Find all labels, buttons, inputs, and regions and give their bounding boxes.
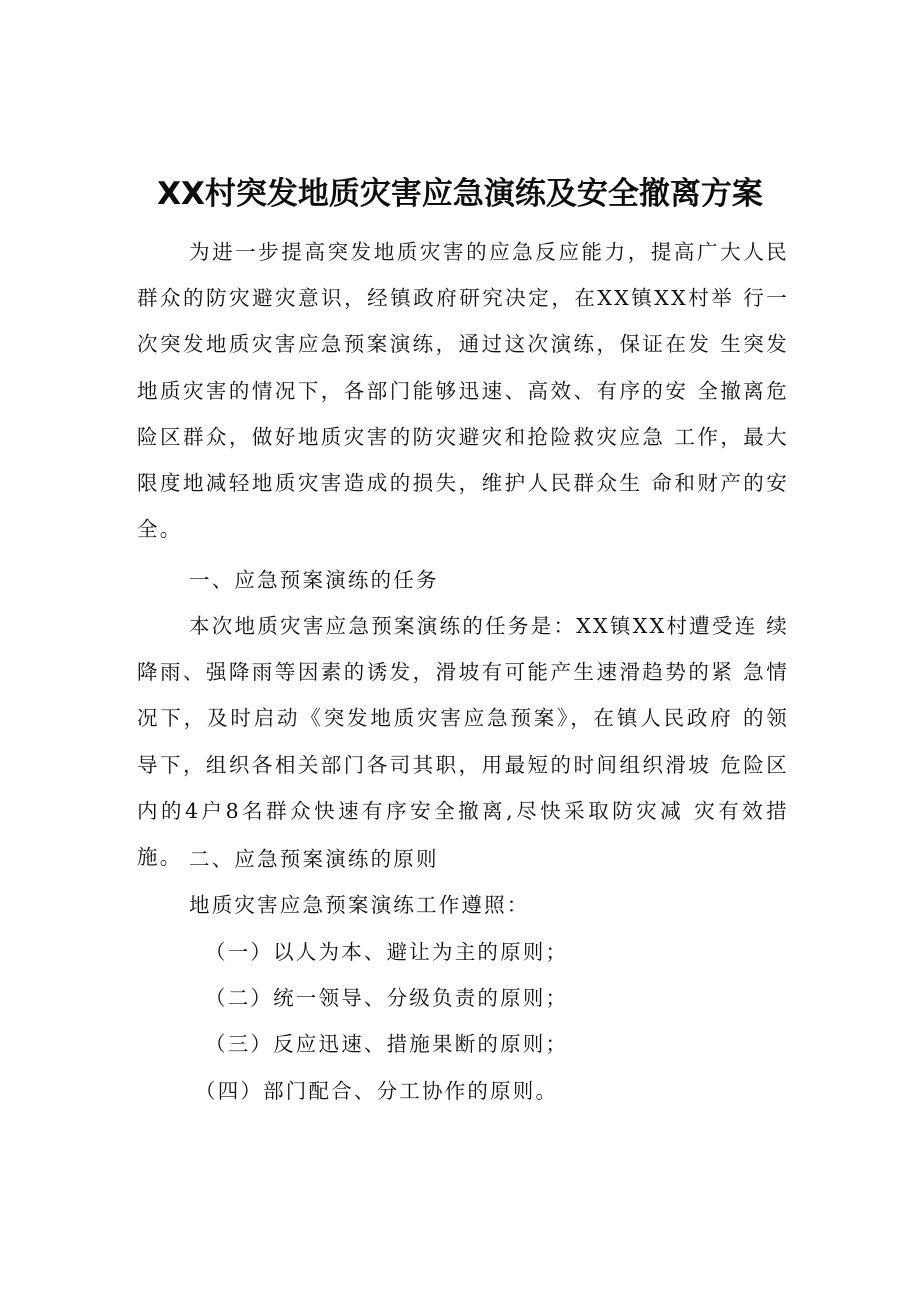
section-2-heading: 二、应急预案演练的原则 — [189, 847, 439, 871]
principle-item: （三）反应迅速、措施果断的原则； — [205, 1032, 569, 1056]
principle-item: （一）以人为本、避让为主的原则； — [205, 940, 569, 964]
document-title: XX村突发地质灾害应急演练及安全撤离方案 — [157, 176, 763, 212]
principle-item: （四）部门配合、分工协作的原则。 — [195, 1079, 559, 1103]
principle-item: （二）统一领导、分级负责的原则； — [205, 986, 569, 1010]
section-1-paragraph: 本次地质灾害应急预案演练的任务是：XX镇XX村遭受连 续降雨、强降雨等因素的诱发，滑坡有可能产生速滑趋势的紧 急情况下，及时启动《突发地质灾害应急预案》，在镇人民政府 的领导下，组织各相关部门各司其职，用最短的时间组织滑坡 危险区内的4户8名群众快速有序安全撤离,尽快采取防灾减 灾有效措施。 — [137, 614, 789, 870]
section-2-intro: 地质灾害应急预案演练工作遵照： — [189, 893, 530, 917]
intro-paragraph: 为进一步提高突发地质灾害的应急反应能力，提高广大人民群众的防灾避灾意识，经镇政府研究决定，在XX镇XX村举 行一次突发地质灾害应急预案演练，通过这次演练，保证在发 生突发地质灾害的情况下，各部门能够迅速、高效、有序的安 全撤离危险区群众，做好地质灾害的防灾避灾和抢险救灾应急 工作，最大限度地减轻地质灾害造成的损失，维护人民群众生 命和财产的安全。 — [137, 240, 789, 542]
section-1-heading: 一、应急预案演练的任务 — [189, 568, 439, 592]
